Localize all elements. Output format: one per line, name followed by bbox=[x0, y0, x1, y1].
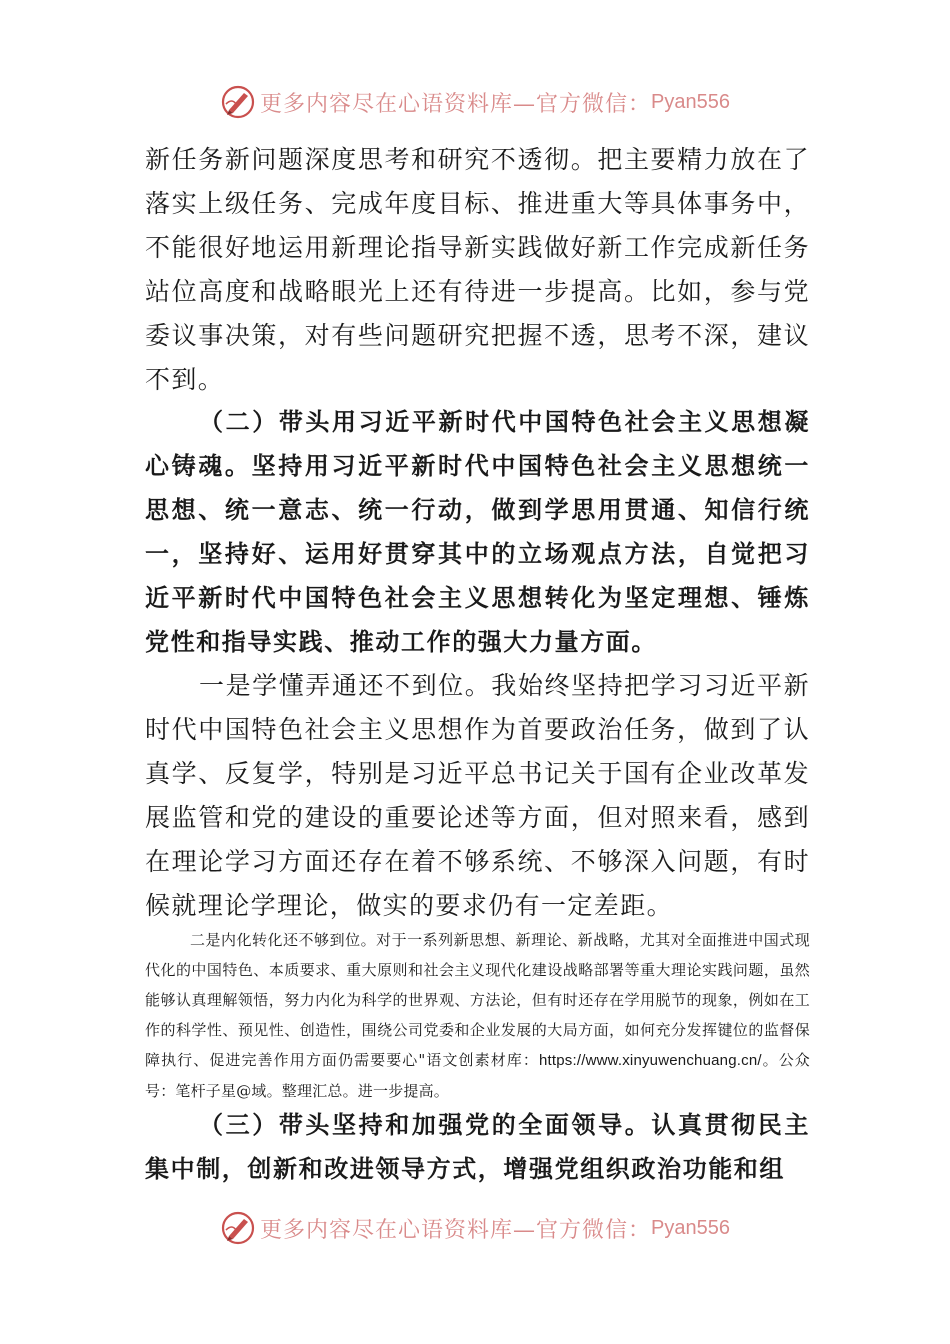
paragraph-internalization bbox=[145, 925, 810, 1106]
document-body bbox=[145, 138, 810, 402]
section-heading-2: （二）带头用习近平新时代中国特色社会主义思想凝心铸魂。坚持用习近平新时代中国特色社会主义思想统一思想、统一意志、统一行动，做到学思用贯通、知信行统一，坚持好、运用好贯穿其中的立场观点方法，自觉把习近平新时代中国特色社会主义思想转化为坚定理想、锤炼党性和指导实践、推动工作的强大力量方面。 bbox=[145, 408, 810, 656]
banner-text: 更多内容尽在心语资料库—官方微信： bbox=[260, 91, 652, 117]
section-heading-3: （三）带头坚持和加强党的全面领导。认真贯彻民主集中制，创新和改进领导方式，增强党组织政治功能和组 bbox=[145, 1111, 810, 1183]
banner-brand: Pyan556 bbox=[651, 90, 730, 113]
header-banner bbox=[0, 82, 950, 122]
paragraph-internalization-text: 二是内化转化还不够到位。对于一系列新思想、新理论、新战略，尤其对全面推进中国式现代化的中国特色、本质要求、重大原则和社会主义现代化建设战略部署等重大理论实践问题，虽然能够认真理解领悟，努力内化为科学的世界观、方法论，但有时还存在学用脱节的现象，例如在工作的科学性、预见性、创造性，围绕公司党委和企业发展的大局方面，如何充分发挥键位的监督保障执行、促进完善作用方面仍需要要心"语文创素材库： bbox=[145, 931, 810, 1069]
paragraph-learning: 一是学懂弄通还不到位。我始终坚持把学习习近平新时代中国特色社会主义思想作为首要政治任务，做到了认真学、反复学，特别是习近平总书记关于国有企业改革发展监管和党的建设的重要论述等方面，但对照来看，感到在理论学习方面还存在着不够系统、不够深入问题，有时候就理论学理论，做实的要求仍有一定差距。 bbox=[145, 671, 810, 920]
paragraph-continuation: 新任务新问题深度思考和研究不透彻。把主要精力放在了落实上级任务、完成年度目标、推进重大等具体事务中，不能很好地运用新理论指导新实践做好新工作完成新任务站位高度和战略眼光上还有待进一步提高。比如，参与党委议事决策，对有些问题研究把握不透，思考不深，建议不到。 bbox=[145, 145, 810, 394]
footer-banner bbox=[0, 1208, 950, 1248]
source-url: https://www.xinyuwenchuang.cn/ bbox=[538, 1052, 762, 1069]
banner-text: 更多内容尽在心语资料库—官方微信： bbox=[260, 1217, 652, 1243]
pen-circle-logo-icon bbox=[220, 84, 256, 120]
paragraph-internalization-tail: 。公众号：笔杆子星@域。整理汇总。进一步提高。 bbox=[145, 1051, 810, 1100]
pen-circle-logo-icon bbox=[220, 1210, 256, 1246]
banner-brand: Pyan556 bbox=[651, 1216, 730, 1239]
